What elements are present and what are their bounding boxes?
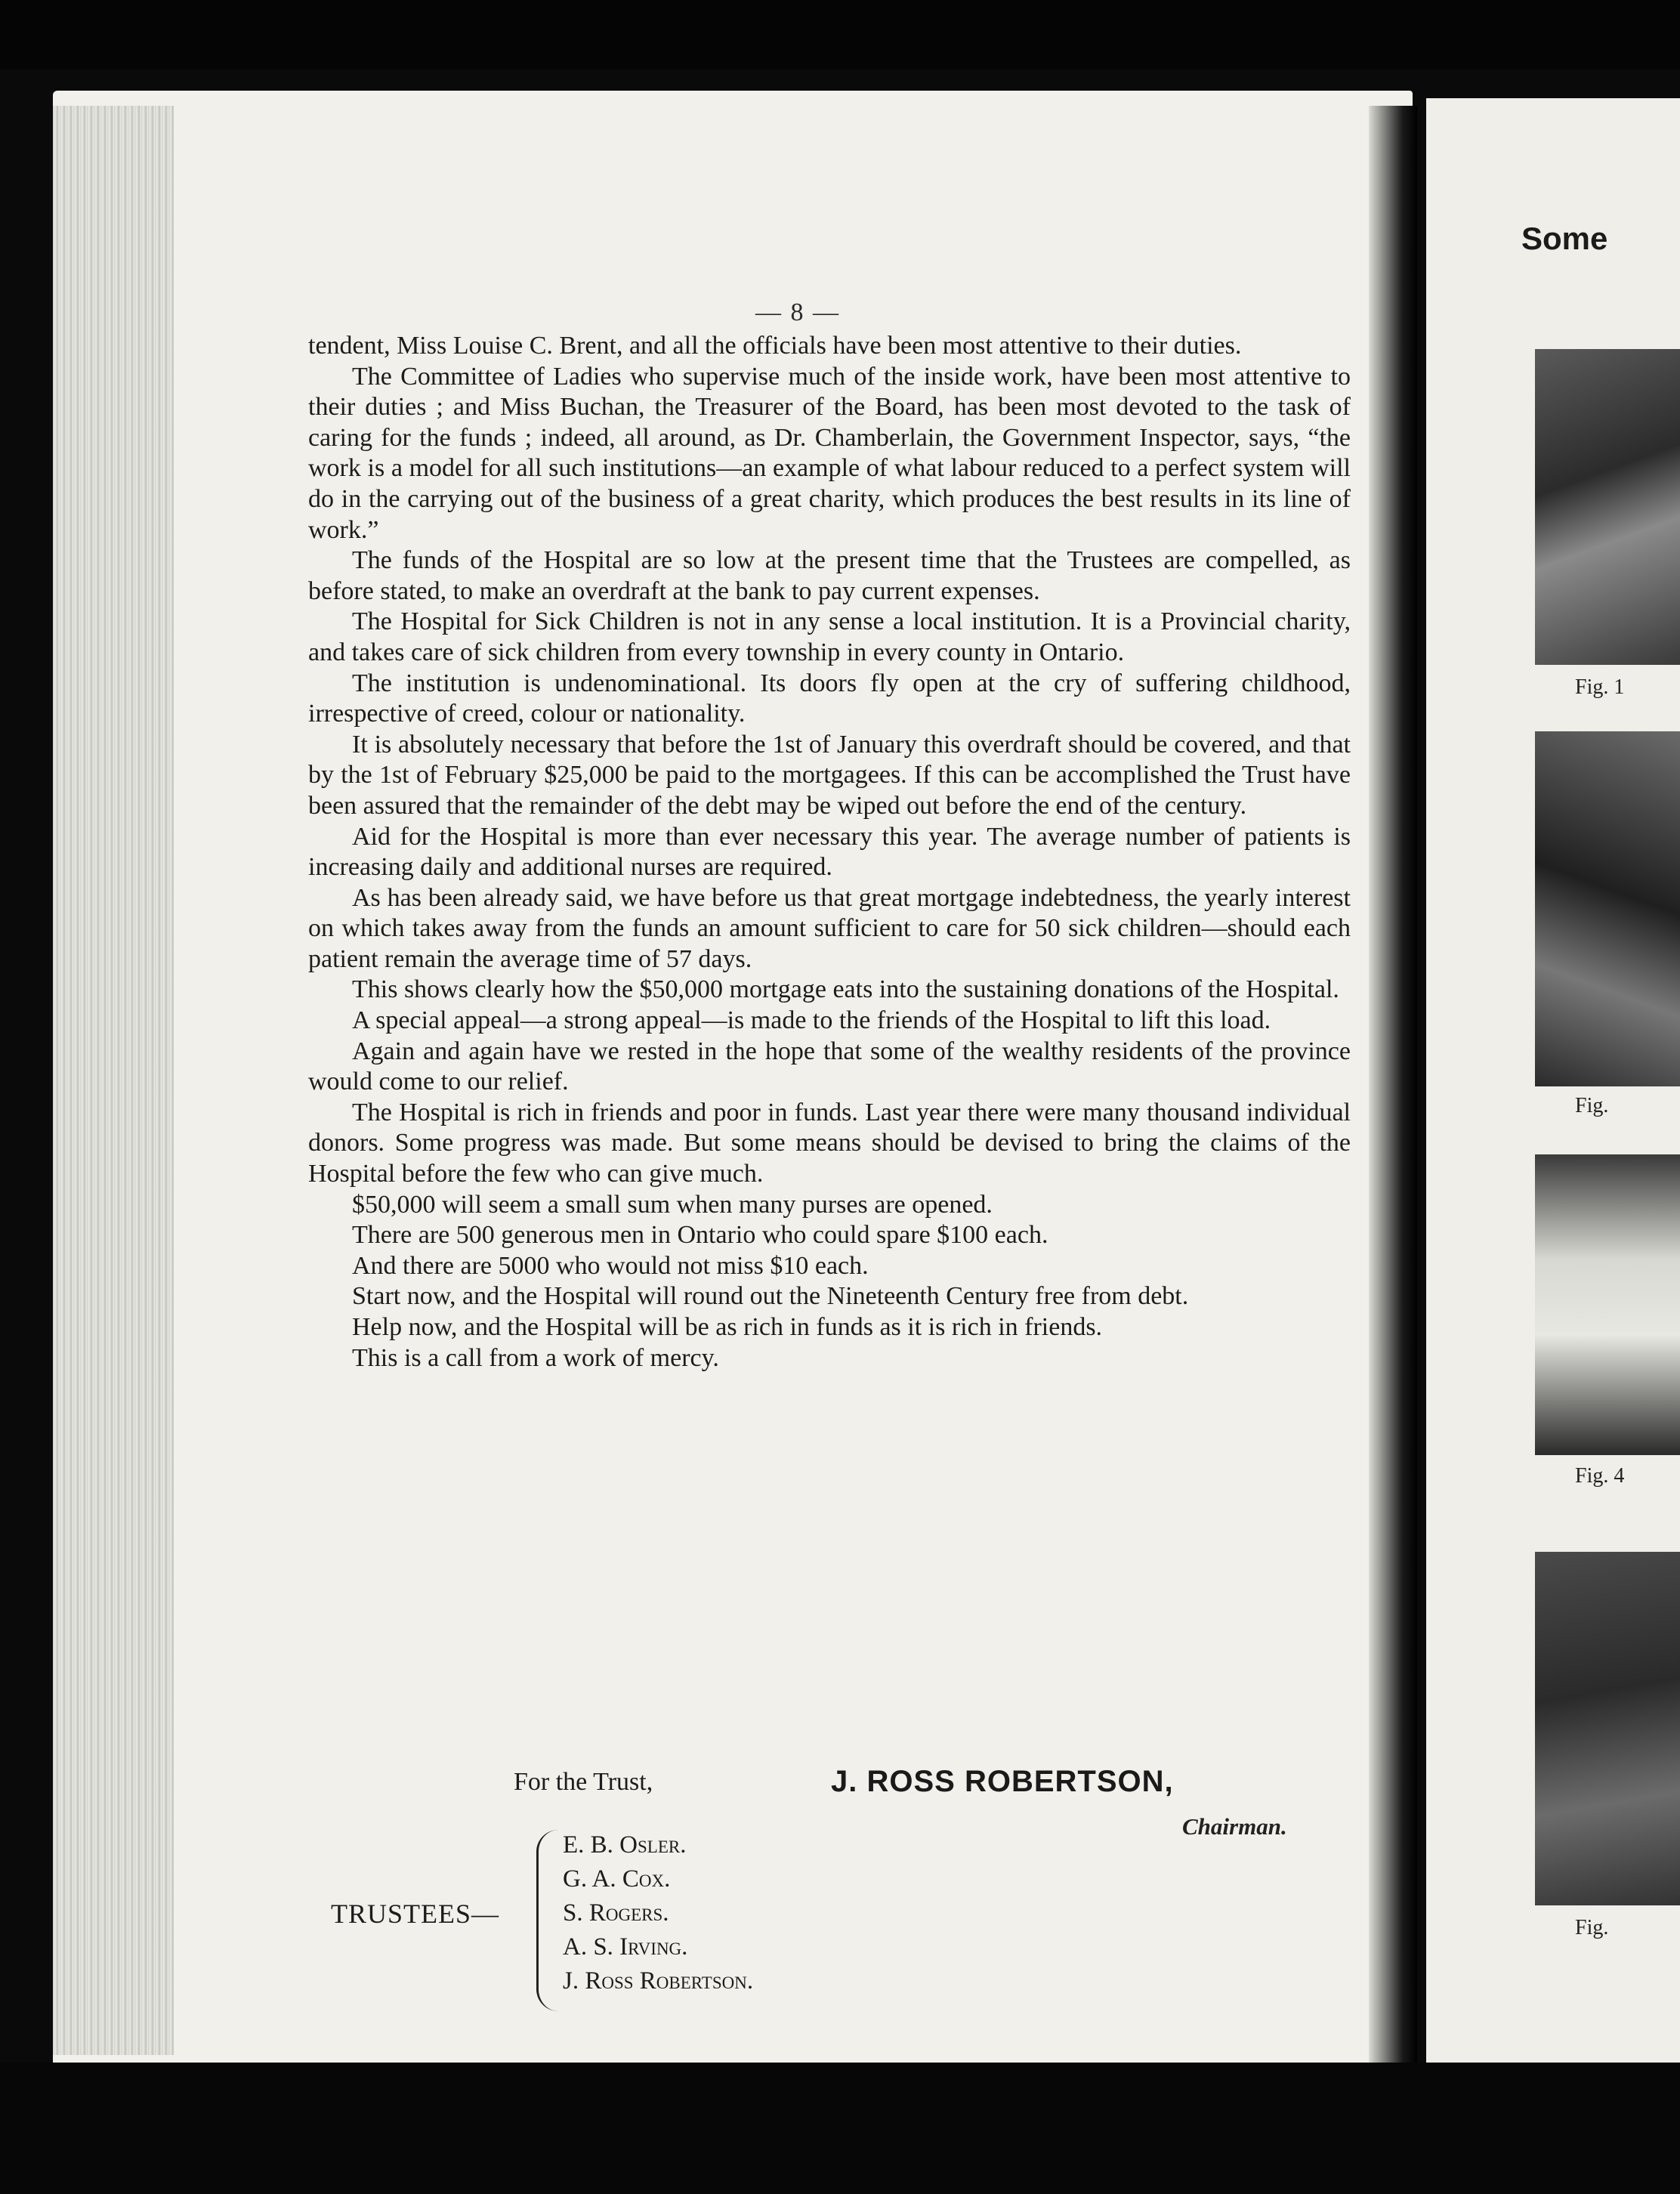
paragraph: The Hospital for Sick Children is not in any sense a local institution. It is a Provincial charity, and takes care of sick children from every township in every county in Ontario.	[308, 607, 1351, 666]
paragraph: The Committee of Ladies who supervise much of the inside work, have been most attentive to their duties ; and Miss Buchan, the Treasurer of the Board, has been most devoted to the task of caring for the funds ; indeed, all around, as Dr. Chamberlain, the Government Inspector, says, “the work is a model for all such institutions—an example of what labour reduced to a perfect system will do in the carrying out of the business of a great charity, which produces the best results in its line of work.”	[308, 362, 1351, 544]
trustee-name: A. S. Irving.	[563, 1933, 688, 1961]
trustee-list	[563, 1828, 753, 1998]
trustee-name: E. B. Osler.	[563, 1831, 687, 1859]
trustee-name: G. A. Cox.	[563, 1865, 671, 1893]
figure-photo	[1535, 1154, 1680, 1455]
paragraph: As has been already said, we have before us that great mortgage indebtedness, the yearly interest on which takes away from the funds an amount sufficient to care for 50 sick children—should each patient remain the average time of 57 days.	[308, 883, 1351, 973]
figure-photo	[1535, 731, 1680, 1086]
figure-photo	[1535, 349, 1680, 665]
trustees-label: TRUSTEES—	[331, 1899, 500, 1929]
paragraph: This is a call from a work of mercy.	[352, 1343, 719, 1372]
figure-label: Fig.	[1575, 1916, 1609, 1939]
paragraph: This shows clearly how the $50,000 mortgage eats into the sustaining donations of the Hospital.	[352, 975, 1339, 1004]
scan-bottom-border	[0, 2063, 1680, 2194]
trustees-brace	[536, 1830, 558, 2011]
book-gutter	[1369, 106, 1417, 2063]
page-edges	[53, 106, 174, 2055]
paragraph: The institution is undenominational. Its doors fly open at the cry of suffering childhood, irrespective of creed, colour or nationality.	[308, 669, 1351, 728]
paragraph: And there are 5000 who would not miss $10 each.	[352, 1251, 869, 1280]
figure-label: Fig. 4	[1575, 1464, 1625, 1488]
figure-photo	[1535, 1552, 1680, 1905]
paragraph: $50,000 will seem a small sum when many purses are opened.	[352, 1190, 993, 1219]
for-the-trust: For the Trust,	[514, 1768, 653, 1796]
paragraph: The Hospital is rich in friends and poor in funds. Last year there were many thousand individual donors. Some progress was made. But some means should be devised to bring the claims of the Hospital before the few who can give much.	[308, 1098, 1351, 1188]
paragraph: Help now, and the Hospital will be as rich in funds as it is rich in friends.	[352, 1313, 1103, 1341]
paragraph: The funds of the Hospital are so low at the present time that the Trustees are compelled, as before stated, to make an overdraft at the bank to pay current expenses.	[308, 546, 1351, 605]
right-page-header: Some	[1521, 221, 1608, 256]
paragraph: Again and again have we rested in the hope that some of the wealthy residents of the province would come to our relief.	[308, 1037, 1351, 1096]
trustee-name: J. Ross Robertson.	[563, 1967, 754, 1995]
signatory-name: J. ROSS ROBERTSON,	[831, 1765, 1174, 1798]
scan-top-border	[0, 0, 1680, 70]
paragraph: It is absolutely necessary that before the 1st of January this overdraft should be covered, and that by the 1st of February $25,000 be paid to the mortgagees. If this can be accomplished the Trust have been assured that the remainder of the debt may be wiped out before the end of the century.	[308, 730, 1351, 820]
figure-label: Fig.	[1575, 1094, 1609, 1117]
paragraph: Aid for the Hospital is more than ever necessary this year. The average number of patients is increasing daily and additional nurses are required.	[308, 822, 1351, 882]
paragraph: tendent, Miss Louise C. Brent, and all the officials have been most attentive to their duties.	[308, 332, 1242, 360]
paragraph: A special appeal—a strong appeal—is made to the friends of the Hospital to lift this load.	[352, 1006, 1271, 1035]
trustee-name: S. Rogers.	[563, 1899, 669, 1927]
page-number: — 8 —	[755, 298, 840, 326]
paragraph: There are 500 generous men in Ontario who could spare $100 each.	[352, 1221, 1048, 1250]
body-text	[308, 331, 1351, 1374]
signatory-title: Chairman.	[1182, 1813, 1287, 1840]
figure-label: Fig. 1	[1575, 675, 1625, 699]
paragraph: Start now, and the Hospital will round out the Nineteenth Century free from debt.	[352, 1282, 1189, 1311]
